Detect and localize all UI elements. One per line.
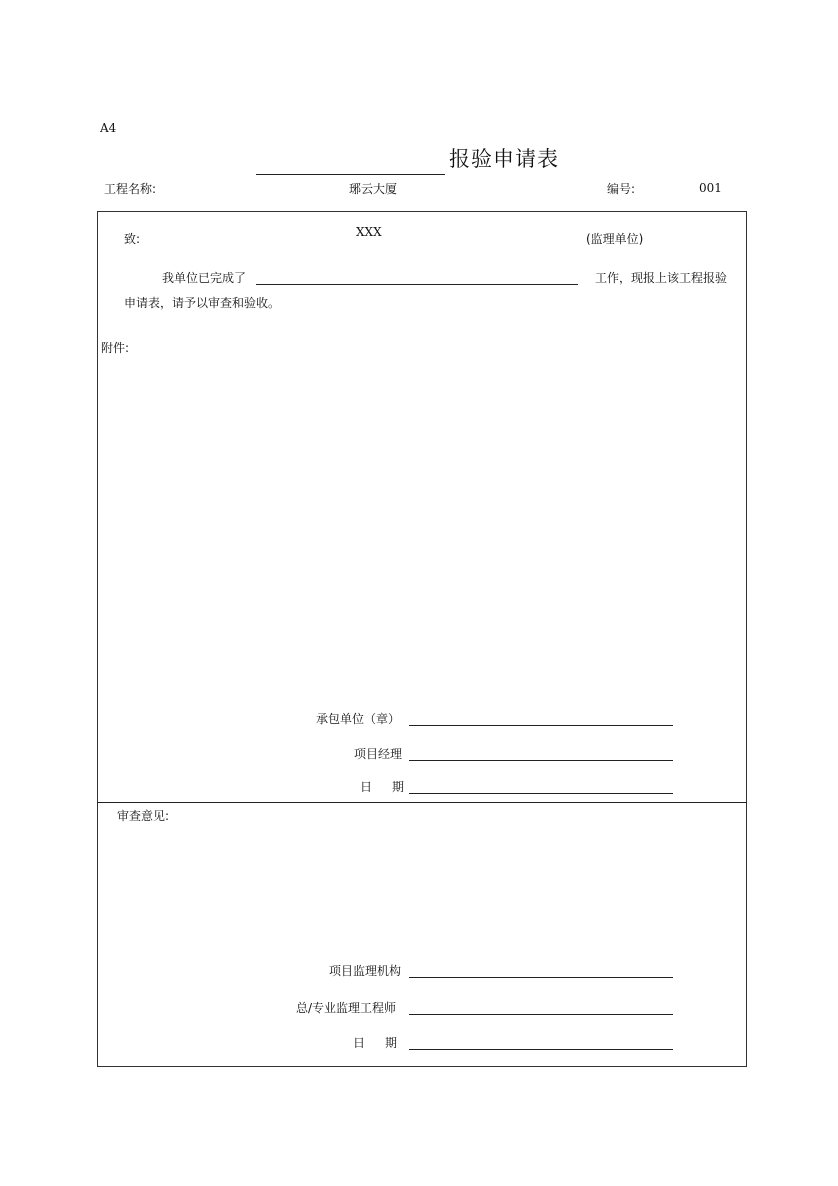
main-date-line [409,793,673,794]
supervision-org-line [409,977,673,978]
completed-work-blank [256,284,578,285]
number-value: 001 [699,181,722,195]
attachments-label: 附件: [101,341,130,355]
statement-suffix: 工作，现报上该工程报验 [595,271,728,285]
project-name-value: 琊云大厦 [349,182,398,196]
review-date-line [409,1049,673,1050]
section-divider [97,802,747,803]
page-title: 报验申请表 [449,147,559,171]
statement-line2: 申请表，请予以审查和验收。 [124,296,281,310]
engineer-signature-line [409,1014,673,1015]
engineer-label: 总/专业监理工程师 [296,1001,397,1015]
form-frame [97,211,747,1067]
manager-signature-line [409,760,673,761]
title-prefix-underline [256,174,445,175]
manager-label: 项目经理 [354,747,403,761]
statement-prefix: 我单位已完成了 [162,271,247,285]
project-name-label: 工程名称: [104,182,157,196]
main-date-label: 日期 [360,780,425,794]
contractor-label: 承包单位（章） [316,712,401,726]
to-value: XXX [356,225,382,239]
supervision-org-label: 项目监理机构 [329,964,402,978]
document-code: A4 [100,121,117,135]
contractor-signature-line [409,725,673,726]
review-date-label: 日期 [353,1036,418,1050]
supervisor-note: (监理单位) [586,232,644,246]
review-opinion-label: 审查意见: [117,809,170,823]
to-label: 致: [124,232,141,246]
number-label: 编号: [607,182,636,196]
